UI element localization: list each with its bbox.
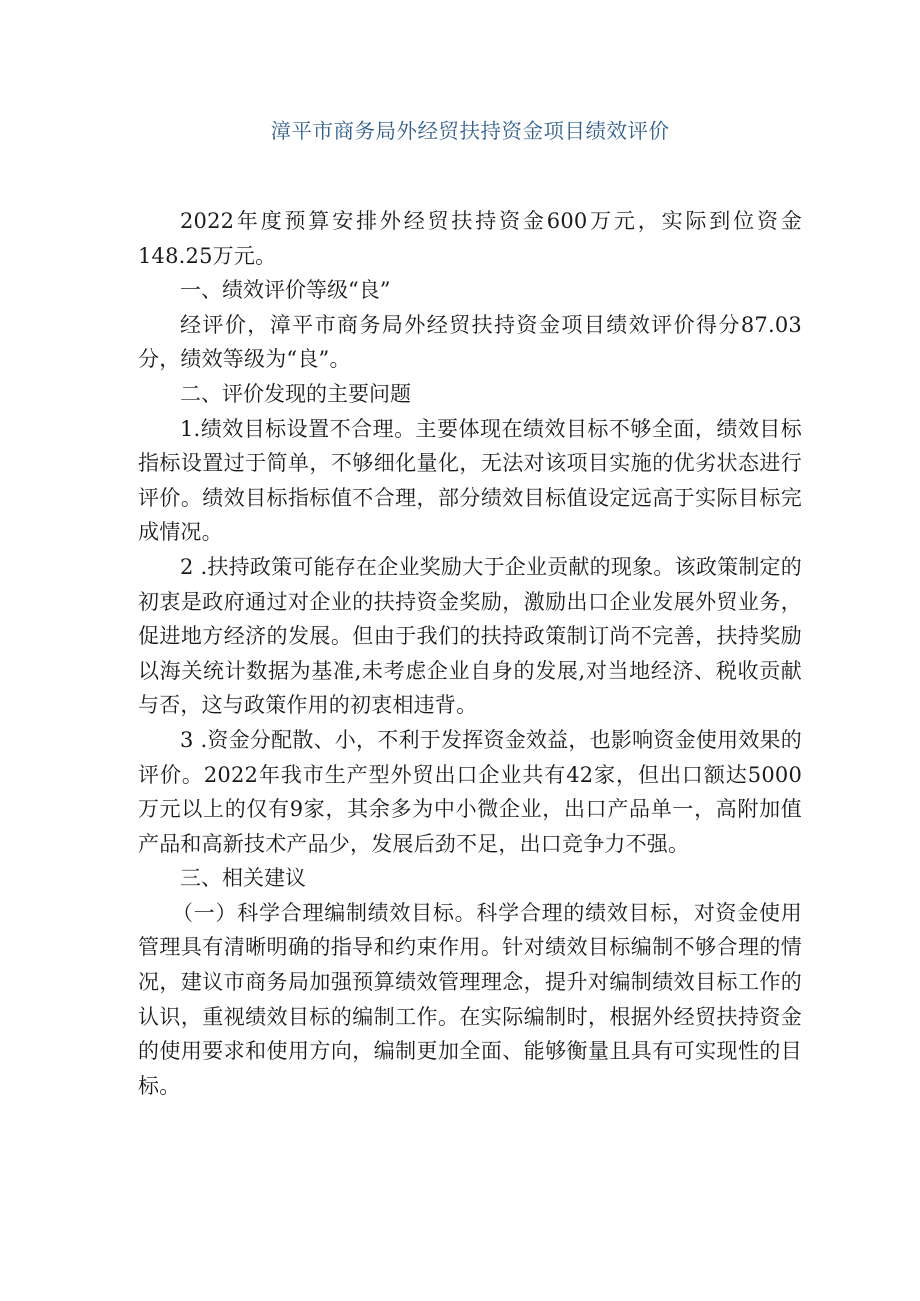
section2-item-2: 2 .扶持政策可能存在企业奖励大于企业贡献的现象。该政策制定的初衷是政府通过对企业的扶持资金奖励，激励出口企业发展外贸业务，促进地方经济的发展。但由于我们的扶持政策制订尚不完善，扶持奖励以海关统计数据为基准,未考虑企业自身的发展,对当地经济、税收贡献与否，这与政策作用的初衷相违背。	[138, 554, 802, 718]
section1-paragraph: 经评价，漳平市商务局外经贸扶持资金项目绩效评价得分87.03分，绩效等级为“良”。	[138, 312, 802, 372]
section2-item-3: 3 .资金分配散、小，不利于发挥资金效益，也影响资金使用效果的评价。2022年我市生产型外贸出口企业共有42家，但出口额达5000万元以上的仅有9家，其余多为中小微企业，出口产品单一，高附加值产品和高新技术产品少，发展后劲不足，出口竞争力不强。	[138, 727, 802, 856]
document-title: 漳平市商务局外经贸扶持资金项目绩效评价	[270, 119, 670, 143]
intro-paragraph: 2022年度预算安排外经贸扶持资金600万元，实际到位资金148.25万元。	[138, 209, 802, 268]
section3-item-1: （一）科学合理编制绩效目标。科学合理的绩效目标，对资金使用管理具有清晰明确的指导和约束作用。针对绩效目标编制不够合理的情况，建议市商务局加强预算绩效管理理念，提升对编制绩效目标工作的认识，重视绩效目标的编制工作。在实际编制时，根据外经贸扶持资金的使用要求和使用方向，编制更加全面、能够衡量且具有可实现性的目标。	[138, 900, 802, 1098]
section2-heading: 二、评价发现的主要问题	[180, 381, 411, 406]
section1-heading: 一、绩效评价等级“良”	[180, 278, 391, 303]
section3-heading: 三、相关建议	[180, 866, 306, 891]
section2-item-1: 1.绩效目标设置不合理。主要体现在绩效目标不够全面，绩效目标指标设置过于简单，不够细化量化，无法对该项目实施的优劣状态进行评价。绩效目标指标值不合理，部分绩效目标值设定远高于实际目标完成情况。	[138, 416, 802, 545]
